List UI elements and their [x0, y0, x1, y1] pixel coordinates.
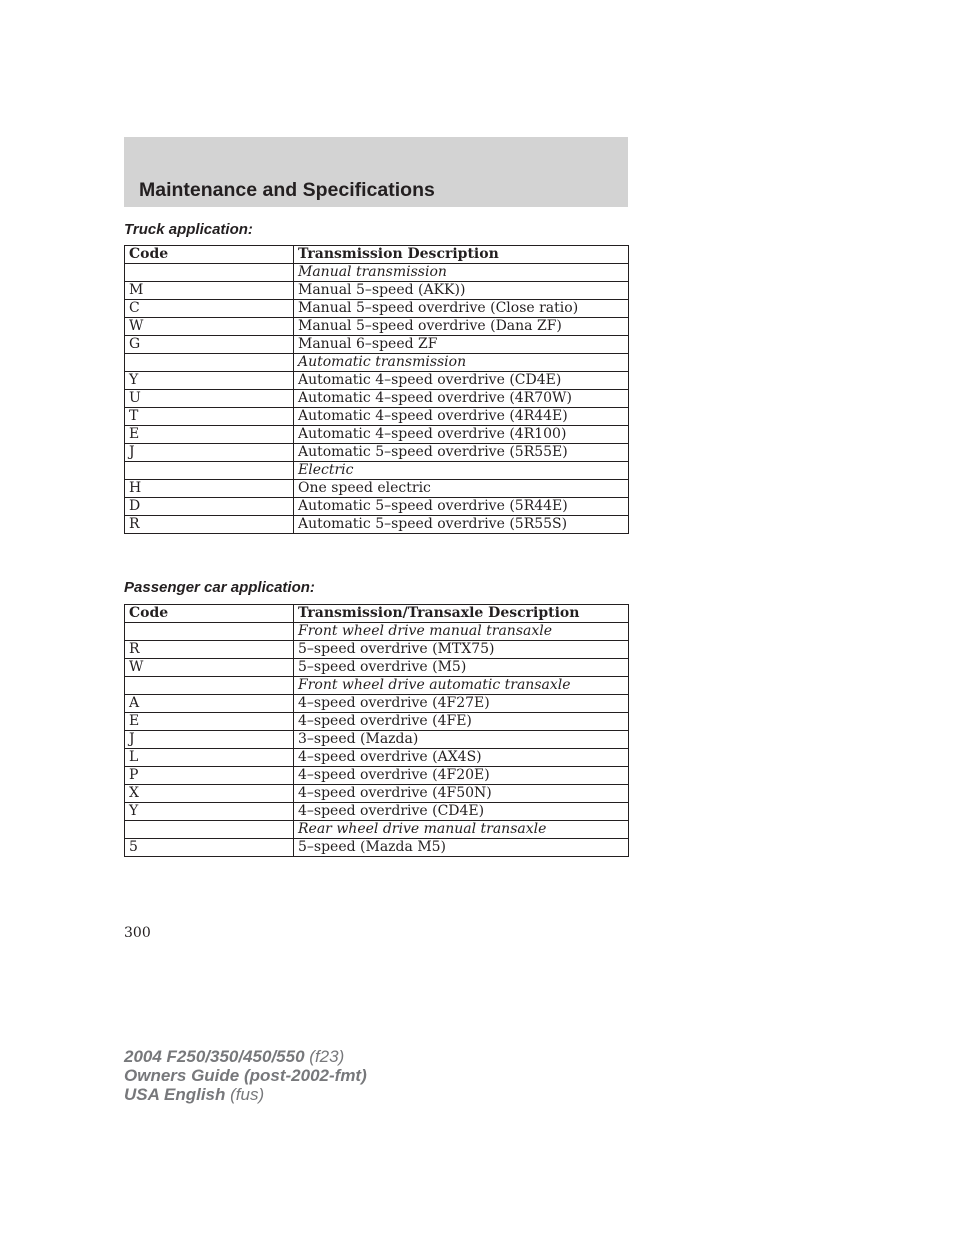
- description-column-header: Transmission/Transaxle Description: [294, 605, 629, 623]
- truck-application-heading: Truck application:: [124, 221, 253, 238]
- code-cell: P: [125, 767, 294, 785]
- description-cell: Manual 5–speed overdrive (Dana ZF): [294, 318, 629, 336]
- table-group-row: [125, 354, 629, 372]
- footer-model: 2004 F250/350/450/550: [124, 1047, 305, 1066]
- table-row: [125, 785, 629, 803]
- description-cell: Manual 5–speed overdrive (Close ratio): [294, 300, 629, 318]
- table-row: [125, 803, 629, 821]
- code-cell: G: [125, 336, 294, 354]
- section-header-band: [124, 137, 628, 207]
- description-cell: Manual 5–speed (AKK)): [294, 282, 629, 300]
- footer-guide: Owners Guide (post-2002-fmt): [124, 1066, 367, 1085]
- code-cell: [125, 354, 294, 372]
- footer-language-code: (fus): [230, 1085, 265, 1104]
- table-row: [125, 516, 629, 534]
- code-cell: [125, 821, 294, 839]
- group-label-cell: Electric: [294, 462, 629, 480]
- code-cell: E: [125, 713, 294, 731]
- description-cell: Automatic 5–speed overdrive (5R55E): [294, 444, 629, 462]
- code-cell: Y: [125, 803, 294, 821]
- description-cell: Automatic 4–speed overdrive (CD4E): [294, 372, 629, 390]
- table-row: [125, 480, 629, 498]
- code-column-header: Code: [125, 246, 294, 264]
- description-cell: 4–speed overdrive (4F20E): [294, 767, 629, 785]
- description-cell: 5–speed overdrive (M5): [294, 659, 629, 677]
- table-row: [125, 336, 629, 354]
- code-cell: D: [125, 498, 294, 516]
- description-cell: 3–speed (Mazda): [294, 731, 629, 749]
- description-cell: 4–speed overdrive (AX4S): [294, 749, 629, 767]
- table-header-row: [125, 246, 629, 264]
- description-cell: Automatic 4–speed overdrive (4R44E): [294, 408, 629, 426]
- truck-table-body: [125, 264, 629, 534]
- document-footer: [124, 1047, 367, 1104]
- description-column-header: Transmission Description: [294, 246, 629, 264]
- table-group-row: [125, 677, 629, 695]
- group-label-cell: Front wheel drive automatic transaxle: [294, 677, 629, 695]
- table-group-row: [125, 623, 629, 641]
- code-cell: X: [125, 785, 294, 803]
- table-row: [125, 390, 629, 408]
- description-cell: 5–speed overdrive (MTX75): [294, 641, 629, 659]
- code-cell: A: [125, 695, 294, 713]
- passenger-table-body: [125, 623, 629, 857]
- code-cell: [125, 264, 294, 282]
- code-cell: [125, 462, 294, 480]
- page-number: 300: [124, 925, 151, 941]
- table-group-row: [125, 462, 629, 480]
- code-cell: J: [125, 444, 294, 462]
- code-cell: W: [125, 318, 294, 336]
- truck-transmission-table: [124, 245, 629, 534]
- description-cell: Automatic 4–speed overdrive (4R100): [294, 426, 629, 444]
- footer-line-3: [124, 1085, 367, 1104]
- code-cell: M: [125, 282, 294, 300]
- code-cell: W: [125, 659, 294, 677]
- table-group-row: [125, 821, 629, 839]
- code-cell: L: [125, 749, 294, 767]
- code-cell: E: [125, 426, 294, 444]
- table-row: [125, 408, 629, 426]
- table-row: [125, 641, 629, 659]
- code-cell: [125, 623, 294, 641]
- table-row: [125, 426, 629, 444]
- description-cell: 4–speed overdrive (4FE): [294, 713, 629, 731]
- code-cell: J: [125, 731, 294, 749]
- code-cell: Y: [125, 372, 294, 390]
- group-label-cell: Front wheel drive manual transaxle: [294, 623, 629, 641]
- table-row: [125, 767, 629, 785]
- table-row: [125, 444, 629, 462]
- description-cell: 5–speed (Mazda M5): [294, 839, 629, 857]
- table-header-row: [125, 605, 629, 623]
- description-cell: 4–speed overdrive (4F50N): [294, 785, 629, 803]
- description-cell: 4–speed overdrive (4F27E): [294, 695, 629, 713]
- footer-language: USA English: [124, 1085, 226, 1104]
- table-row: [125, 300, 629, 318]
- code-cell: R: [125, 641, 294, 659]
- description-cell: Automatic 5–speed overdrive (5R44E): [294, 498, 629, 516]
- table-row: [125, 839, 629, 857]
- code-cell: [125, 677, 294, 695]
- table-group-row: [125, 264, 629, 282]
- table-row: [125, 659, 629, 677]
- description-cell: Automatic 4–speed overdrive (4R70W): [294, 390, 629, 408]
- table-row: [125, 731, 629, 749]
- table-row: [125, 282, 629, 300]
- code-cell: C: [125, 300, 294, 318]
- group-label-cell: Rear wheel drive manual transaxle: [294, 821, 629, 839]
- group-label-cell: Automatic transmission: [294, 354, 629, 372]
- code-column-header: Code: [125, 605, 294, 623]
- description-cell: Automatic 5–speed overdrive (5R55S): [294, 516, 629, 534]
- description-cell: 4–speed overdrive (CD4E): [294, 803, 629, 821]
- table-row: [125, 372, 629, 390]
- table-row: [125, 318, 629, 336]
- footer-line-1: [124, 1047, 367, 1066]
- code-cell: T: [125, 408, 294, 426]
- footer-line-2: [124, 1066, 367, 1085]
- group-label-cell: Manual transmission: [294, 264, 629, 282]
- passenger-car-application-heading: Passenger car application:: [124, 579, 315, 596]
- code-cell: 5: [125, 839, 294, 857]
- table-row: [125, 498, 629, 516]
- table-row: [125, 713, 629, 731]
- code-cell: U: [125, 390, 294, 408]
- table-row: [125, 695, 629, 713]
- code-cell: H: [125, 480, 294, 498]
- section-title: Maintenance and Specifications: [139, 179, 435, 201]
- footer-model-code: (f23): [309, 1047, 345, 1066]
- description-cell: Manual 6–speed ZF: [294, 336, 629, 354]
- code-cell: R: [125, 516, 294, 534]
- passenger-transmission-table: [124, 604, 629, 857]
- table-row: [125, 749, 629, 767]
- description-cell: One speed electric: [294, 480, 629, 498]
